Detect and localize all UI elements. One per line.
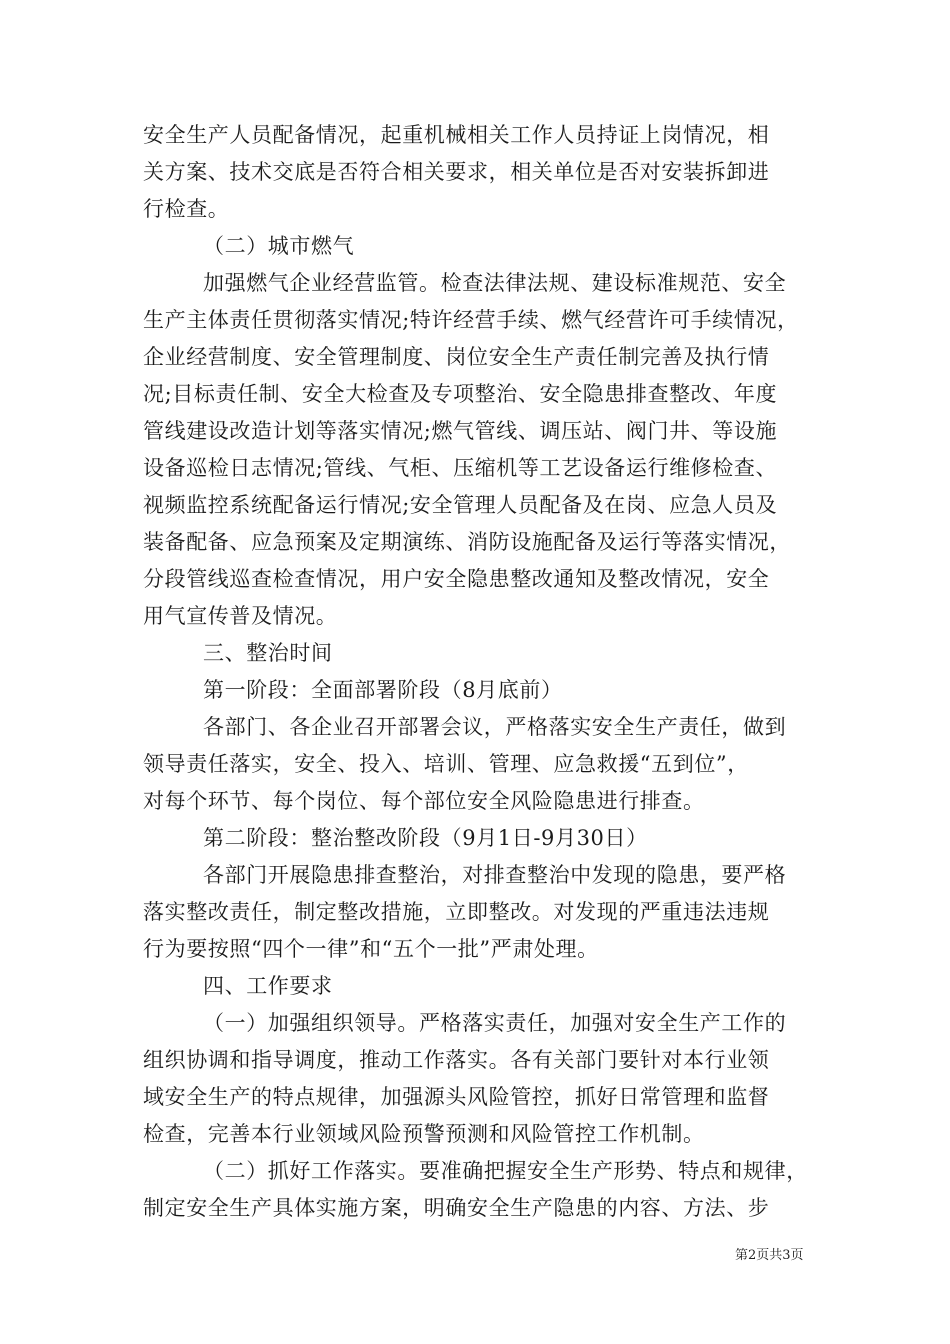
- paragraph-line: 关方案、技术交底是否符合相关要求，相关单位是否对安装拆卸进: [143, 160, 770, 184]
- section-heading: 第一阶段：全面部署阶段（8月底前）: [203, 678, 563, 702]
- paragraph-line: 领导责任落实，安全、投入、培训、管理、应急救援“五到位”，: [143, 752, 749, 776]
- paragraph-line: 用气宣传普及情况。: [143, 604, 338, 628]
- paragraph-line: 对每个环节、每个岗位、每个部位安全风险隐患进行排查。: [143, 789, 705, 813]
- paragraph-line: 行检查。: [143, 197, 230, 221]
- paragraph-line: 加强燃气企业经营监管。检查法律法规、建设标准规范、安全: [203, 271, 787, 295]
- paragraph-line: 落实整改责任，制定整改措施，立即整改。对发现的严重违法违规: [143, 900, 770, 924]
- section-heading: （二）城市燃气: [203, 234, 355, 258]
- paragraph-line: 视频监控系统配备运行情况;安全管理人员配备及在岗、应急人员及: [143, 493, 778, 517]
- paragraph-line: 域安全生产的特点规律，加强源头风险管控，抓好日常管理和监督: [143, 1085, 770, 1109]
- paragraph-line: 各部门开展隐患排查整治，对排查整治中发现的隐患，要严格: [203, 863, 787, 887]
- paragraph-line: 安全生产人员配备情况，起重机械相关工作人员持证上岗情况，相: [143, 123, 770, 147]
- paragraph-line: 装备配备、应急预案及定期演练、消防设施配备及运行等落实情况，: [143, 530, 791, 554]
- paragraph-line: （一）加强组织领导。严格落实责任，加强对安全生产工作的: [203, 1011, 787, 1035]
- paragraph-line: （二）抓好工作落实。要准确把握安全生产形势、特点和规律，: [203, 1159, 808, 1183]
- paragraph-line: 况;目标责任制、安全大检查及专项整治、安全隐患排查整改、年度: [143, 382, 778, 406]
- paragraph-line: 管线建设改造计划等落实情况;燃气管线、调压站、阀门井、等设施: [143, 419, 778, 443]
- section-heading: 第二阶段：整治整改阶段（9月1日-9月30日）: [203, 826, 648, 850]
- paragraph-line: 生产主体责任贯彻落实情况;特许经营手续、燃气经营许可手续情况，: [143, 308, 799, 332]
- paragraph-line: 检查，完善本行业领域风险预警预测和风险管控工作机制。: [143, 1122, 705, 1146]
- paragraph-line: 分段管线巡查检查情况，用户安全隐患整改通知及整改情况，安全: [143, 567, 770, 591]
- paragraph-line: 组织协调和指导调度，推动工作落实。各有关部门要针对本行业领: [143, 1048, 770, 1072]
- section-heading: 四、工作要求: [203, 974, 333, 998]
- paragraph-line: 企业经营制度、安全管理制度、岗位安全生产责任制完善及执行情: [143, 345, 770, 369]
- section-heading: 三、整治时间: [203, 641, 333, 665]
- page-number: 第2页共3页: [735, 1248, 804, 1263]
- paragraph-line: 制定安全生产具体实施方案，明确安全生产隐患的内容、方法、步: [143, 1196, 770, 1220]
- paragraph-line: 行为要按照“四个一律”和“五个一批”严肃处理。: [143, 937, 599, 961]
- paragraph-line: 各部门、各企业召开部署会议，严格落实安全生产责任，做到: [203, 715, 787, 739]
- paragraph-line: 设备巡检日志情况;管线、气柜、压缩机等工艺设备运行维修检查、: [143, 456, 778, 480]
